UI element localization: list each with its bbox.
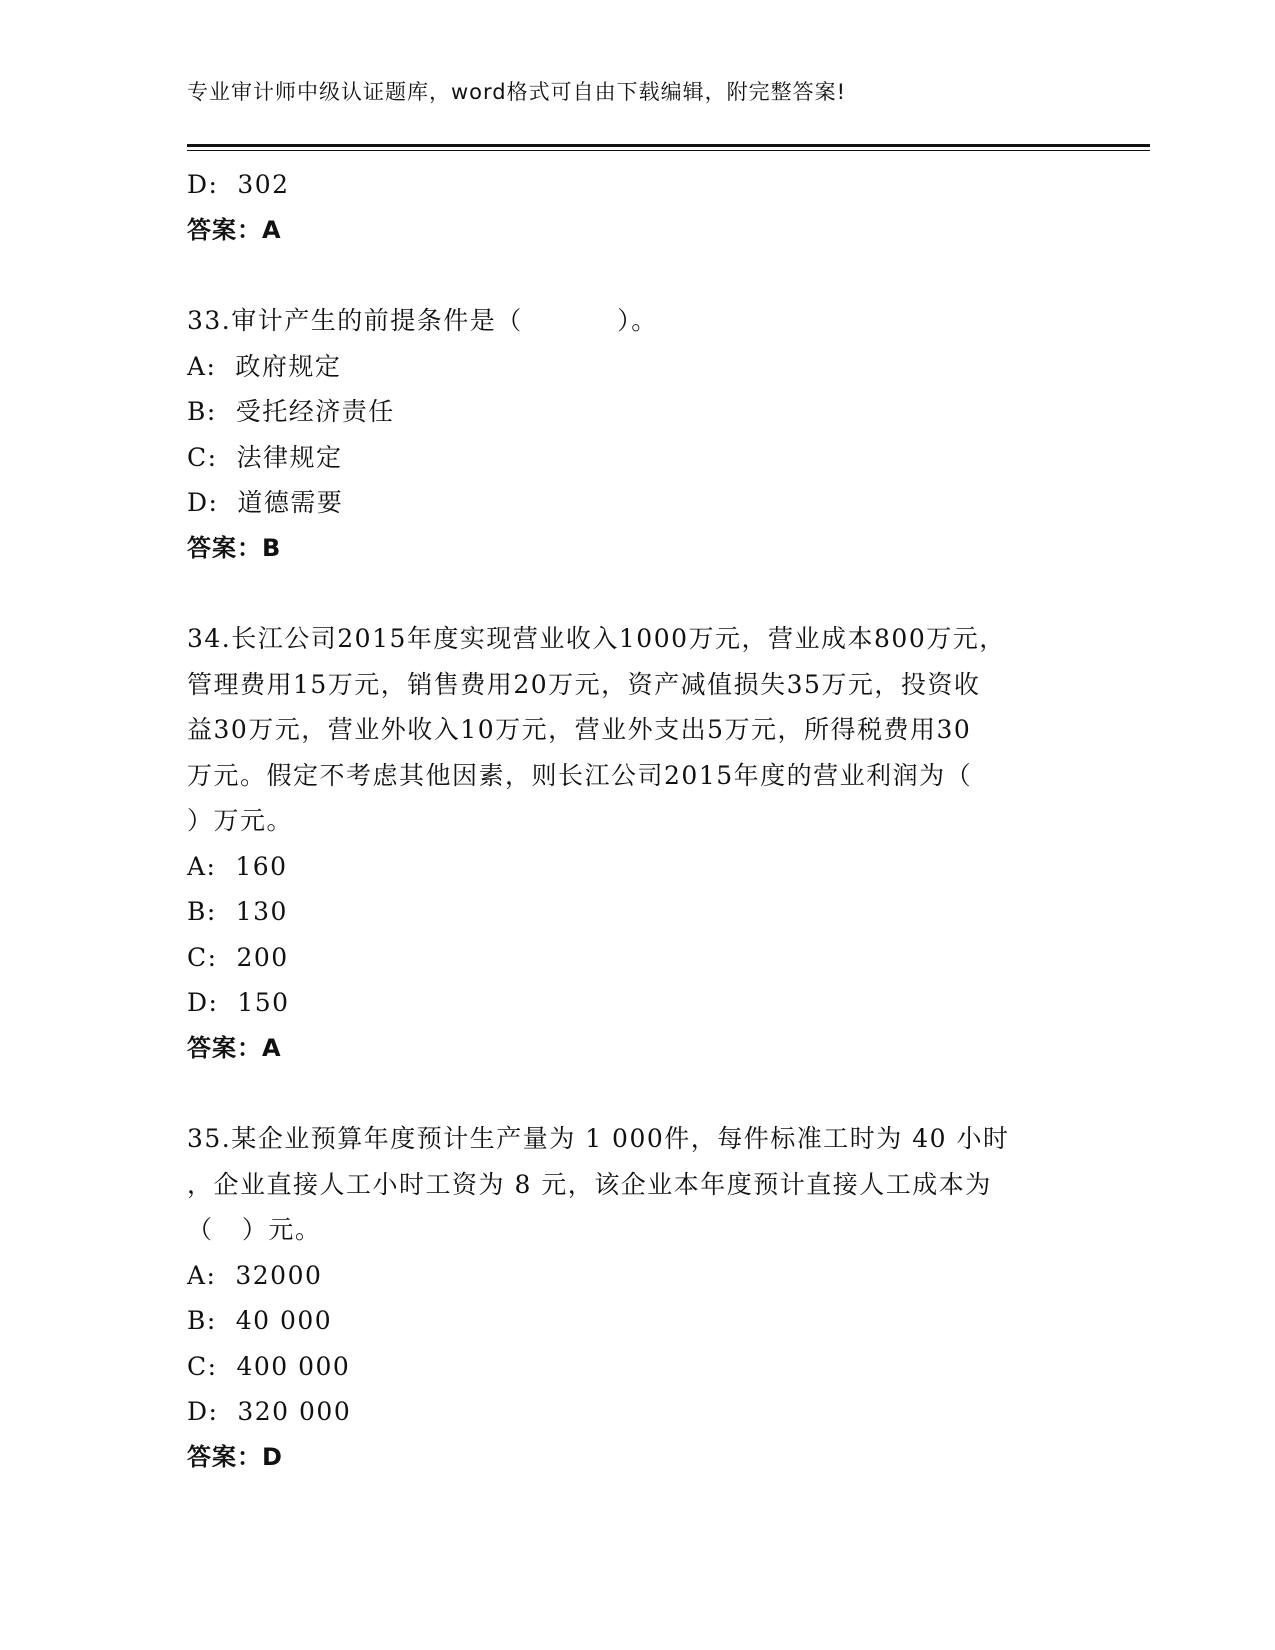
option-c: C: 法律规定 (187, 442, 343, 472)
question-stem-line: ，企业直接人工小时工资为 8 元，该企业本年度预计直接人工成本为 (187, 1169, 992, 1199)
option-b: B: 受托经济责任 (187, 397, 395, 426)
option-a: A: 160 (187, 851, 288, 881)
question-stem-line: 万元。假定不考虑其他因素，则长江公司2015年度的营业利润为（ (187, 760, 973, 790)
question-content (187, 162, 1087, 1480)
option-c: C: 400 000 (187, 1351, 351, 1381)
header-rule-thick (187, 144, 1150, 147)
page-header: 专业审计师中级认证题库，word格式可自由下载编辑，附完整答案! (187, 80, 847, 104)
answer-line: 答案：B (187, 533, 282, 562)
question-stem-line: ）万元。 (187, 806, 294, 835)
question-34 (187, 616, 1087, 1071)
option-c: C: 200 (187, 942, 289, 972)
answer-line: 答案：D (187, 1442, 283, 1471)
option-d: D: 320 000 (187, 1397, 352, 1426)
option-b: B: 130 (187, 897, 288, 926)
option-d: D: 道德需要 (187, 488, 344, 517)
question-stem-line: 益30万元，营业外收入10万元，营业外支出5万元，所得税费用30 (187, 715, 972, 744)
option-a: A: 政府规定 (187, 351, 342, 381)
question-stem-line: 34.长江公司2015年度实现营业收入1000万元，营业成本800万元， (187, 624, 1006, 653)
question-33 (187, 298, 1087, 571)
header-rule-thin (187, 150, 1150, 151)
question-35 (187, 1116, 1087, 1480)
question-stem-line: 35.某企业预算年度预计生产量为 1 000件，每件标准工时为 40 小时 (187, 1124, 1010, 1153)
option-a: A: 32000 (187, 1260, 323, 1290)
question-stem-line: （ ）元。 (187, 1215, 322, 1244)
answer-line: 答案：A (187, 1033, 282, 1062)
answer-line: 答案：A (187, 215, 282, 244)
option-d: D: 302 (187, 170, 290, 199)
option-b: B: 40 000 (187, 1306, 333, 1335)
question-stem: 33.审计产生的前提条件是（ ）。 (187, 306, 658, 335)
option-d: D: 150 (187, 988, 290, 1017)
question-stem-line: 管理费用15万元，销售费用20万元，资产减值损失35万元，投资收 (187, 669, 981, 699)
